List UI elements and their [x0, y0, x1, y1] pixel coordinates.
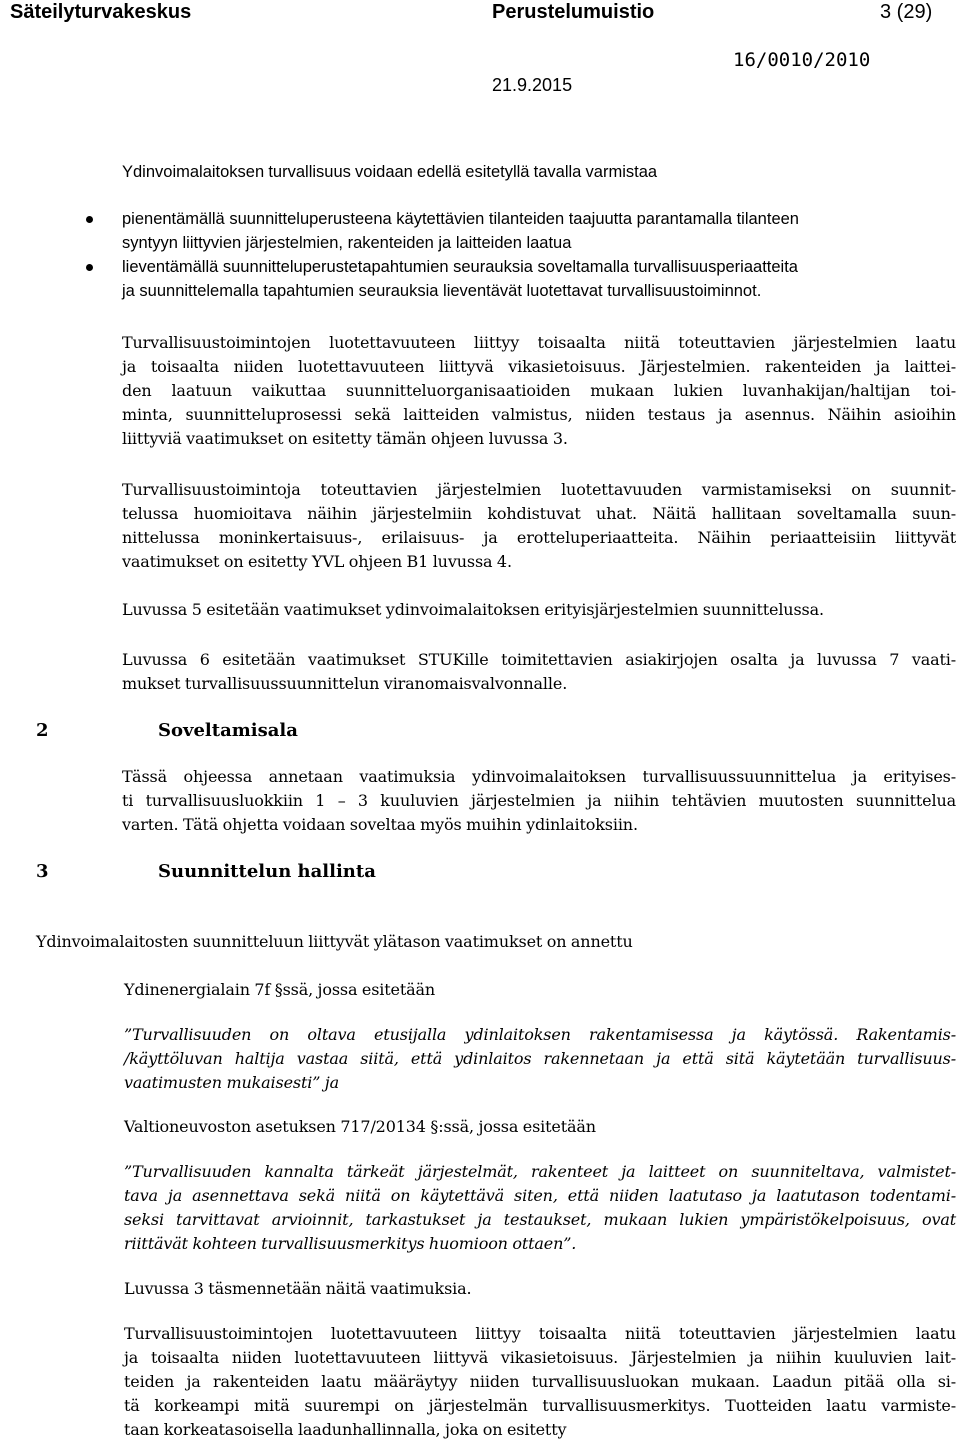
paragraph-line: taan korkeatasoisella laadunhallinnalla, joka on esitetty	[124, 1420, 567, 1439]
quote-line: ”Turvallisuuden on oltava etusijalla ydinlaitoksen rakentamisessa ja käytössä. Rakentamis-	[124, 1025, 956, 1044]
section-2-title: Soveltamisala	[158, 720, 298, 741]
paragraph-line: liittyviä vaatimukset on esitetty tämän ohjeen luvussa 3.	[122, 429, 568, 448]
decree-reference: Valtioneuvoston asetuksen 717/20134 §:ssä, jossa esitetään	[124, 1117, 596, 1136]
paragraph-line: Tässä ohjeessa annetaan vaatimuksia ydinvoimalaitoksen turvallisuussuunnittelua ja erityises-	[122, 767, 956, 786]
paragraph-line: den laatuun vaikuttaa suunnitteluorganisaatioiden mukaan lukien luvanhakijan/haltijan toi-	[122, 381, 956, 400]
list-item-line: ja suunnittelemalla tapahtumien seurauksia lieventävät luotettavat turvallisuustoiminnot.	[122, 282, 762, 300]
paragraph-line: ti turvallisuusluokkiin 1 – 3 kuuluvien järjestelmien ja niihin tehtävien muutosten suunnittelua	[122, 791, 956, 810]
quote-government-decree	[124, 1160, 956, 1256]
header-document-number: 16/0010/2010	[733, 49, 871, 71]
section-3-number: 3	[36, 861, 49, 882]
quote-line: riittävät kohteen turvallisuusmerkitys huomioon ottaen”.	[124, 1234, 577, 1253]
quote-line: /käyttöluvan haltija vastaa siitä, että ydinlaitos rakennetaan ja että sitä käytetään turvallisuus-	[124, 1049, 956, 1068]
paragraph-chapter-5	[122, 598, 956, 622]
section-2-number: 2	[36, 720, 49, 741]
law-reference: Ydinenergialain 7f §ssä, jossa esitetään	[124, 980, 436, 999]
paragraph-line: Turvallisuustoimintojen luotettavuuteen liittyy toisaalta niitä toteuttavien järjestelmien laatu	[122, 333, 956, 352]
section-2-paragraph	[122, 765, 956, 837]
list-item-line: lieventämällä suunnitteluperustetapahtumien seurauksia soveltamalla turvallisuusperiaatteita	[122, 258, 798, 276]
paragraph-reliability	[122, 331, 956, 451]
paragraph-line: Turvallisuustoimintoja toteuttavien järjestelmien luotettavuuden varmistamiseksi on suunnit-	[122, 480, 956, 499]
chapter-3-note: Luvussa 3 täsmennetään näitä vaatimuksia.	[124, 1279, 472, 1298]
list-item-line: pienentämällä suunnitteluperusteena käytettävien tilanteiden taajuutta parantamalla tilanteen	[122, 210, 799, 228]
quote-nuclear-energy-act	[124, 1023, 956, 1095]
paragraph-line: tä korkeampi mitä suurempi on järjestelmän turvallisuusmerkitys. Tuotteiden laatu varmiste-	[124, 1396, 956, 1415]
quote-line: tava ja asennettava sekä niitä on käytettävä siten, että niiden laatutaso ja laatutason todentami-	[124, 1186, 956, 1205]
paragraph-line: telussa huomioitava näihin järjestelmiin kohdistuvat uhat. Näitä hallitaan soveltamalla suun-	[122, 504, 956, 523]
bullet-icon	[86, 216, 93, 223]
section-3-final-paragraph	[124, 1322, 956, 1442]
header-page-number: 3 (29)	[880, 1, 933, 23]
paragraph-line: mukset turvallisuussuunnittelun viranomaisvalvonnalle.	[122, 674, 568, 693]
header-date: 21.9.2015	[492, 75, 573, 95]
paragraph-line: ja toisaalta niiden luotettavuuteen liittyvä vikasietoisuus. Järjestelmien ja niihin kuuluvien lait-	[124, 1348, 956, 1367]
quote-line: seksi tarvittavat arvioinnit, tarkastukset ja testaukset, mukaan lukien ympäristökelpoisuus, ovat	[124, 1210, 956, 1229]
paragraph-line: varten. Tätä ohjetta voidaan soveltaa myös muihin ydinlaitoksiin.	[122, 815, 638, 834]
paragraph-line: teiden ja rakenteiden laatu määräytyy niiden turvallisuusluokan mukaan. Laadun pitää olla si-	[124, 1372, 956, 1391]
intro-sentence: Ydinvoimalaitoksen turvallisuus voidaan edellä esitetyllä tavalla varmistaa	[122, 163, 658, 181]
bullet-icon	[86, 264, 93, 271]
paragraph-line: Turvallisuustoimintojen luotettavuuteen liittyy toisaalta niitä toteuttavien järjestelmien laatu	[124, 1324, 956, 1343]
paragraph-line: Luvussa 5 esitetään vaatimukset ydinvoimalaitoksen erityisjärjestelmien suunnittelussa.	[122, 600, 824, 619]
list-item-line: syntyyn liittyvien järjestelmien, rakenteiden ja laitteiden laatua	[122, 234, 572, 252]
list-item	[86, 207, 958, 255]
paragraph-chapter-6-7	[122, 648, 956, 696]
paragraph-line: minta, suunnitteluprosessi sekä laitteiden valmistus, niiden testaus ja asennus. Näihin asioihin	[122, 405, 956, 424]
section-3-intro: Ydinvoimalaitosten suunnitteluun liittyvät ylätason vaatimukset on annettu	[36, 932, 633, 951]
paragraph-line: ja toisaalta niiden luotettavuuteen liittyvä vikasietoisuus. Järjestelmien. rakenteiden ja laittei-	[122, 357, 956, 376]
header-organization: Säteilyturvakeskus	[10, 1, 192, 23]
paragraph-line: vaatimukset on esitetty YVL ohjeen B1 luvussa 4.	[122, 552, 512, 571]
quote-line: ”Turvallisuuden kannalta tärkeät järjestelmät, rakenteet ja laitteet on suunniteltava, valmistet-	[124, 1162, 956, 1181]
quote-line: vaatimusten mukaisesti” ja	[124, 1073, 339, 1092]
bullet-list	[86, 207, 958, 303]
paragraph-threats	[122, 478, 956, 574]
section-3-title: Suunnittelun hallinta	[158, 861, 376, 882]
list-item	[86, 255, 958, 303]
paragraph-line: Luvussa 6 esitetään vaatimukset STUKille toimitettavien asiakirjojen osalta ja luvussa 7 vaati-	[122, 650, 956, 669]
paragraph-line: nittelussa moninkertaisuus-, erilaisuus- ja erotteluperiaatteita. Näihin periaatteisiin liittyvät	[122, 528, 956, 547]
header-document-type: Perustelumuistio	[492, 1, 655, 23]
